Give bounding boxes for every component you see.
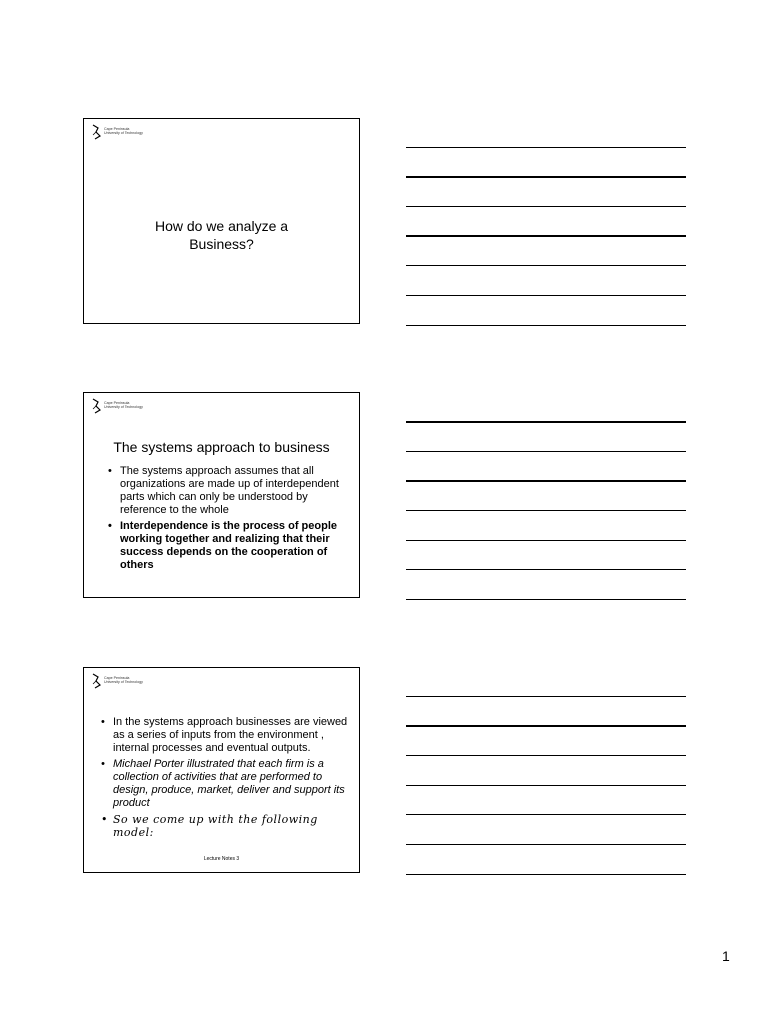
slide-footer: Lecture Notes 3 [203, 856, 240, 862]
bullet-marker: • [101, 813, 108, 826]
notes-line [406, 755, 686, 756]
notes-line [406, 569, 686, 570]
notes-line [406, 874, 686, 875]
notes-line [406, 540, 686, 541]
bullet-marker: • [101, 716, 105, 728]
bullet-item [108, 465, 354, 517]
notes-line [406, 844, 686, 845]
notes-line [406, 295, 686, 296]
bullet-marker: • [101, 758, 105, 770]
university-logo [92, 124, 152, 142]
bullet-text: Interdependence is the process of people working together and realizing that their success depends on the cooperation of others [120, 520, 337, 571]
notes-line [406, 451, 686, 452]
bullet-marker: • [108, 465, 112, 477]
notes-line [406, 206, 686, 207]
notes-line [406, 785, 686, 786]
bullet-list [108, 465, 354, 575]
university-logo-icon [92, 398, 102, 414]
university-logo [92, 398, 152, 416]
logo-sub: University of Technology [104, 680, 143, 685]
bullet-text: Michael Porter illustrated that each firm is a collection of activities that are performed to design, produce, market, deliver and support its product [113, 758, 345, 809]
university-logo [92, 673, 152, 691]
notes-line [406, 725, 686, 727]
slide-1 [83, 118, 360, 324]
notes-line [406, 696, 686, 697]
notes-line [406, 325, 686, 326]
logo-sub: University of Technology [104, 131, 143, 136]
bullet-text: In the systems approach businesses are viewed as a series of inputs from the environment , internal processes and eventual outputs. [113, 716, 348, 754]
bullet-text: So we come up with the following model: [113, 813, 318, 839]
slide-heading: The systems approach to business [113, 439, 330, 455]
notes-line [406, 147, 686, 148]
logo-name: Cape Peninsula [104, 401, 130, 405]
bullet-item [101, 758, 353, 810]
slide-title [84, 217, 359, 253]
notes-line [406, 599, 686, 600]
bullet-item [108, 520, 354, 572]
notes-line [406, 265, 686, 266]
bullet-marker: • [108, 520, 112, 532]
bullet-item [101, 716, 353, 755]
bullet-list [101, 716, 353, 842]
slide-2 [83, 392, 360, 598]
logo-name: Cape Peninsula [104, 127, 130, 131]
logo-sub: University of Technology [104, 405, 143, 410]
slide-title-line-2: Business? [189, 236, 254, 252]
notes-line [406, 814, 686, 815]
bullet-item [101, 813, 353, 839]
notes-line [406, 235, 686, 237]
notes-line [406, 421, 686, 423]
notes-line [406, 510, 686, 511]
page-number: 1 [722, 948, 730, 964]
slide-title-line-1: How do we analyze a [154, 218, 289, 234]
notes-line [406, 480, 686, 482]
bullet-text: The systems approach assumes that all organizations are made up of interdependent parts which can only be understood by reference to the whole [120, 465, 339, 516]
logo-name: Cape Peninsula [104, 676, 130, 680]
university-logo-icon [92, 124, 102, 140]
slide-3 [83, 667, 360, 873]
university-logo-icon [92, 673, 102, 689]
notes-line [406, 176, 686, 178]
